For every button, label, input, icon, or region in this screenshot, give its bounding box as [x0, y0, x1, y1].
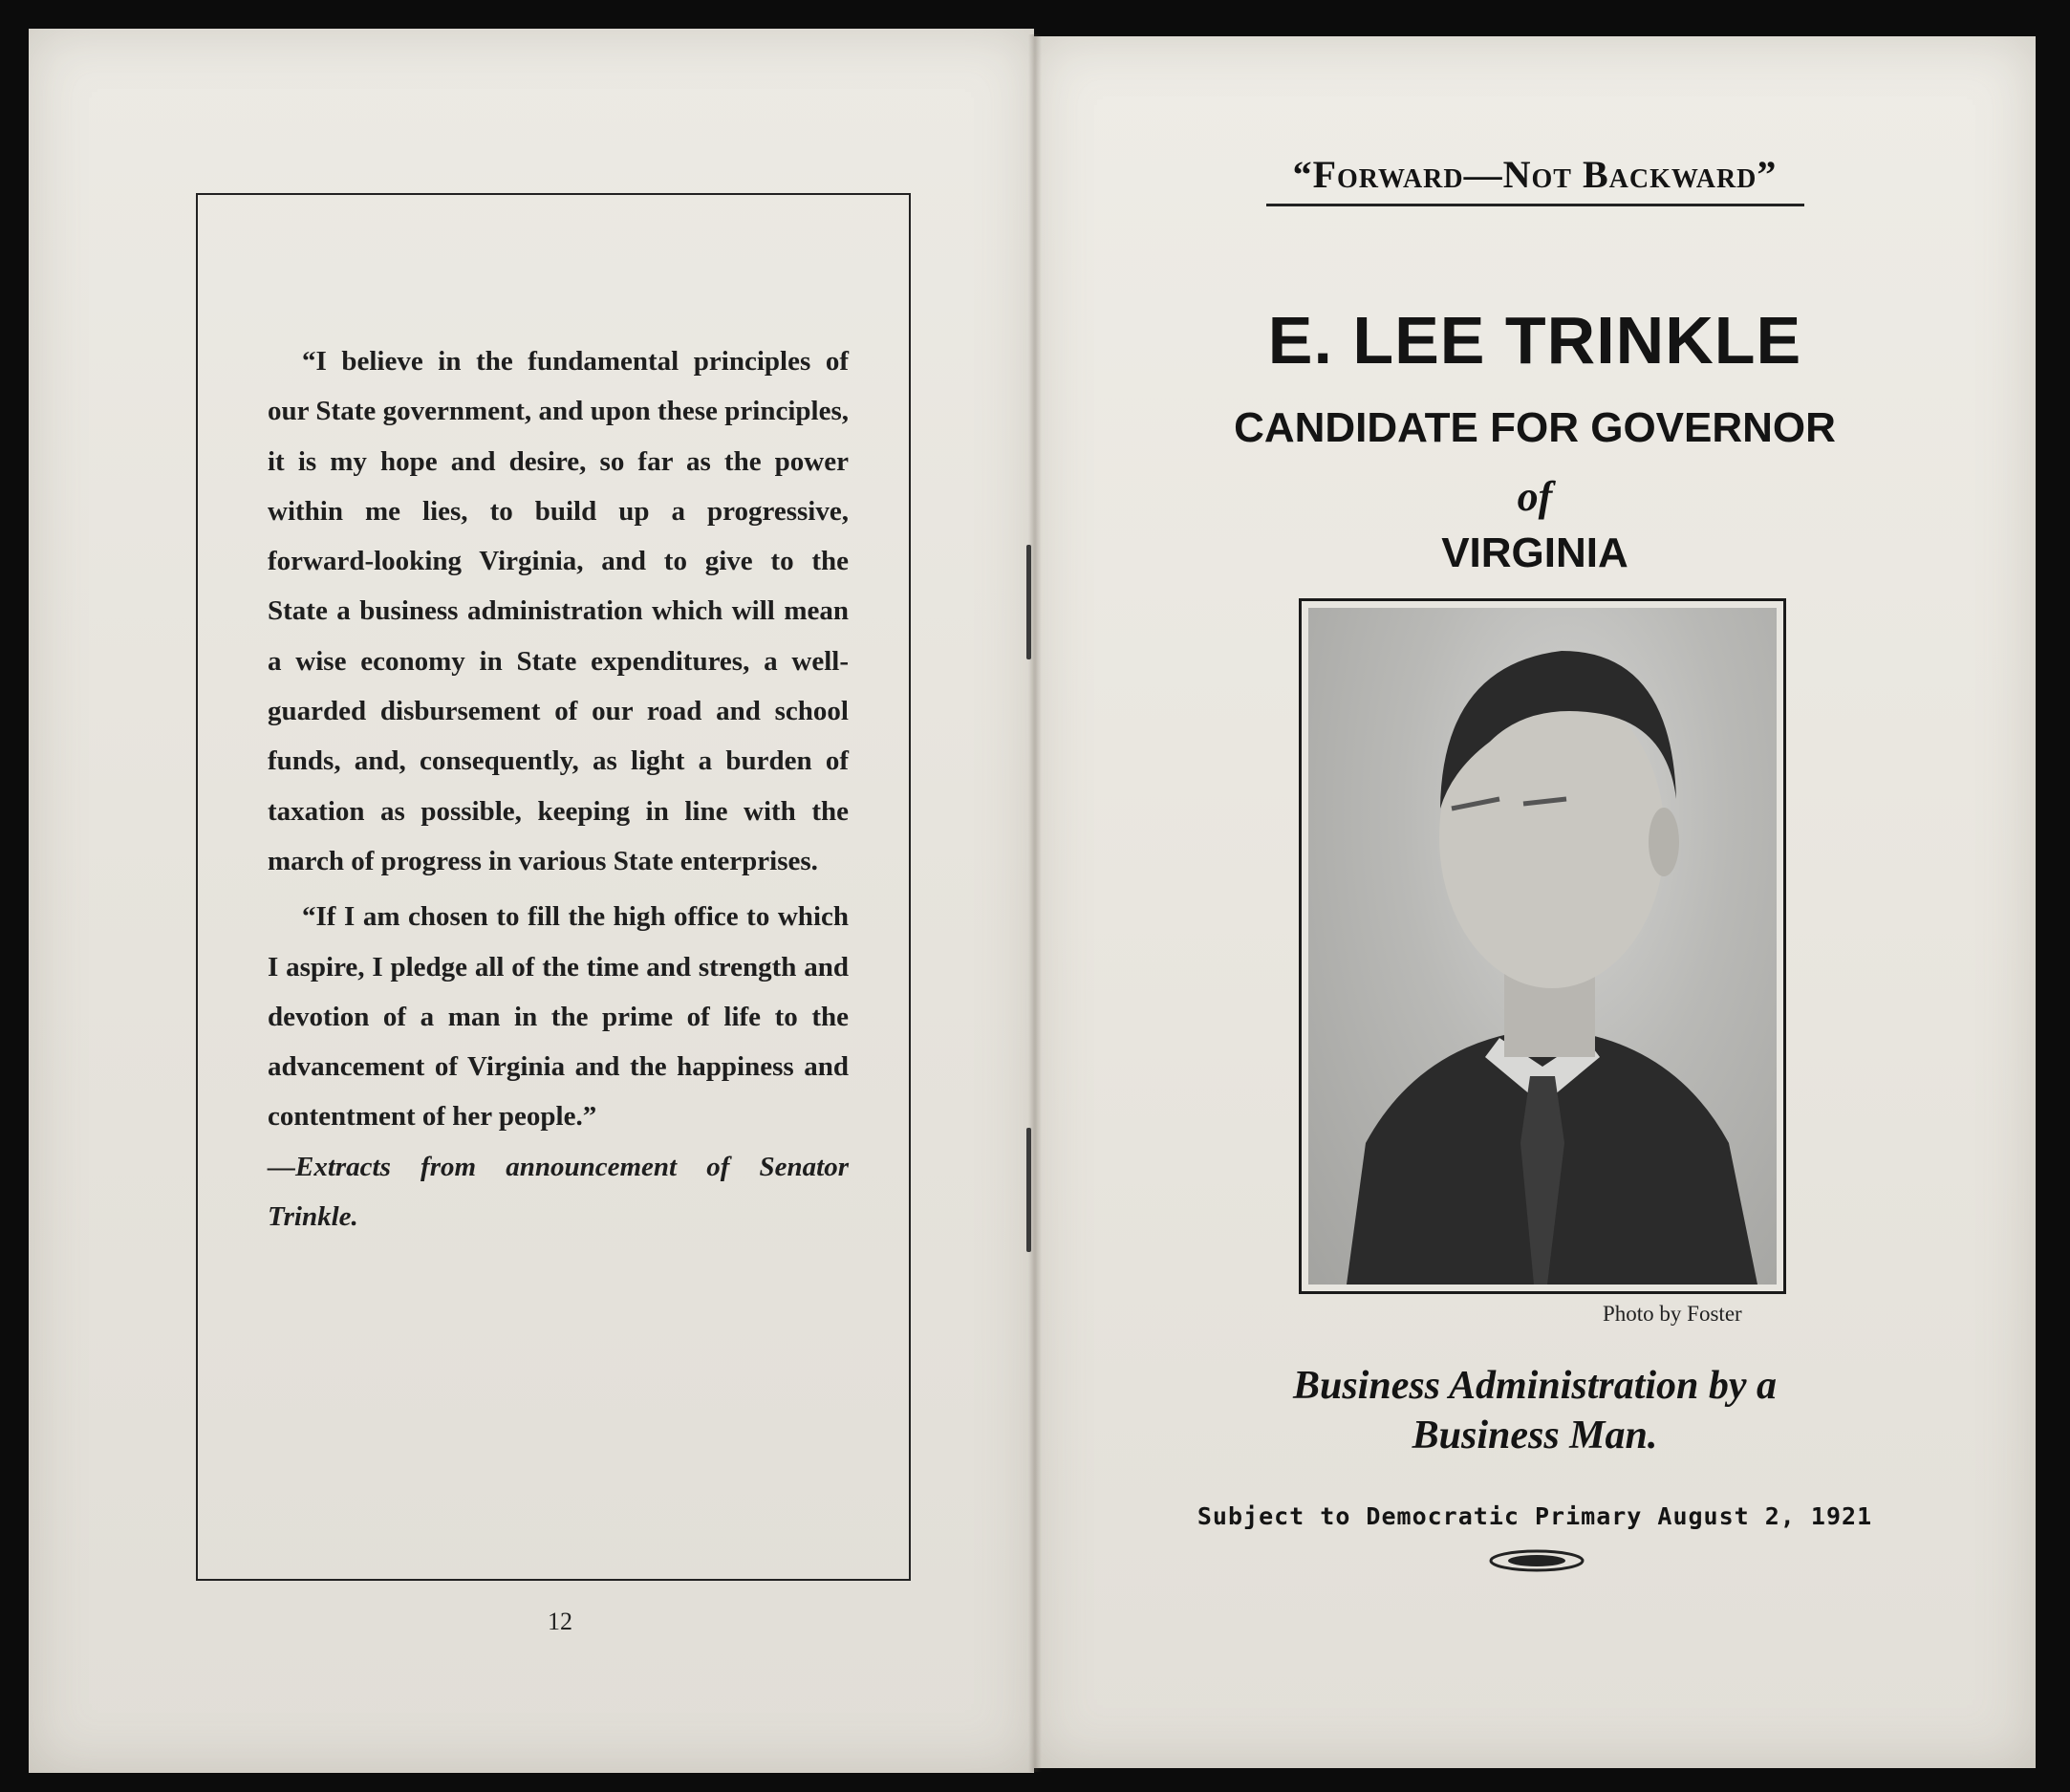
photo-credit: Photo by Foster [1603, 1302, 1742, 1326]
quote-box [196, 193, 911, 1581]
left-page [29, 29, 1034, 1773]
tagline-line-1: Business Administration by a [1292, 1364, 1778, 1408]
right-page [1034, 36, 2036, 1768]
tagline [1034, 1361, 2036, 1460]
slogan: “Forward—Not Backward” [1292, 153, 1778, 196]
candidate-office: CANDIDATE FOR GOVERNOR [1234, 404, 1836, 451]
booklet-spine [1028, 34, 1042, 1772]
quote-text [268, 336, 849, 1241]
portrait-illustration [1308, 608, 1777, 1285]
union-label-icon [1489, 1548, 1585, 1573]
quote-attribution: —Extracts from announcement of Senator Trinkle. [268, 1151, 849, 1233]
tagline-line-2: Business Man. [1412, 1414, 1658, 1457]
office-of: of [1517, 473, 1553, 520]
quote-paragraph-1: “I believe in the fundamental principles of our State government, and upon these principles, it is my hope and desire, so far as the power within me lies, to build up a progressive, forward-looking Virginia, and to give to the State a business administration which will mean a wise economy in State expenditures, a well-guarded disbursement of our road and school funds, and, consequently, as light a burden of taxation as possible, keeping in line with the march of progress in various State enterprises. [268, 346, 849, 876]
page-number: 12 [548, 1608, 572, 1635]
slogan-underline [1266, 204, 1804, 206]
office-state: VIRGINIA [1441, 529, 1628, 576]
staple-top [1026, 545, 1031, 659]
quote-paragraph-2: “If I am chosen to fill the high office to which I aspire, I pledge all of the time and strength and devotion of a man in the prime of life to the advancement of Virginia and the happiness and contentment of her people.” [268, 901, 849, 1133]
candidate-photo-frame [1299, 598, 1786, 1294]
staple-bottom [1026, 1128, 1031, 1252]
candidate-name: E. LEE TRINKLE [1267, 303, 1802, 378]
candidate-photo [1308, 608, 1777, 1285]
primary-note: Subject to Democratic Primary August 2, 1921 [1197, 1502, 1873, 1530]
